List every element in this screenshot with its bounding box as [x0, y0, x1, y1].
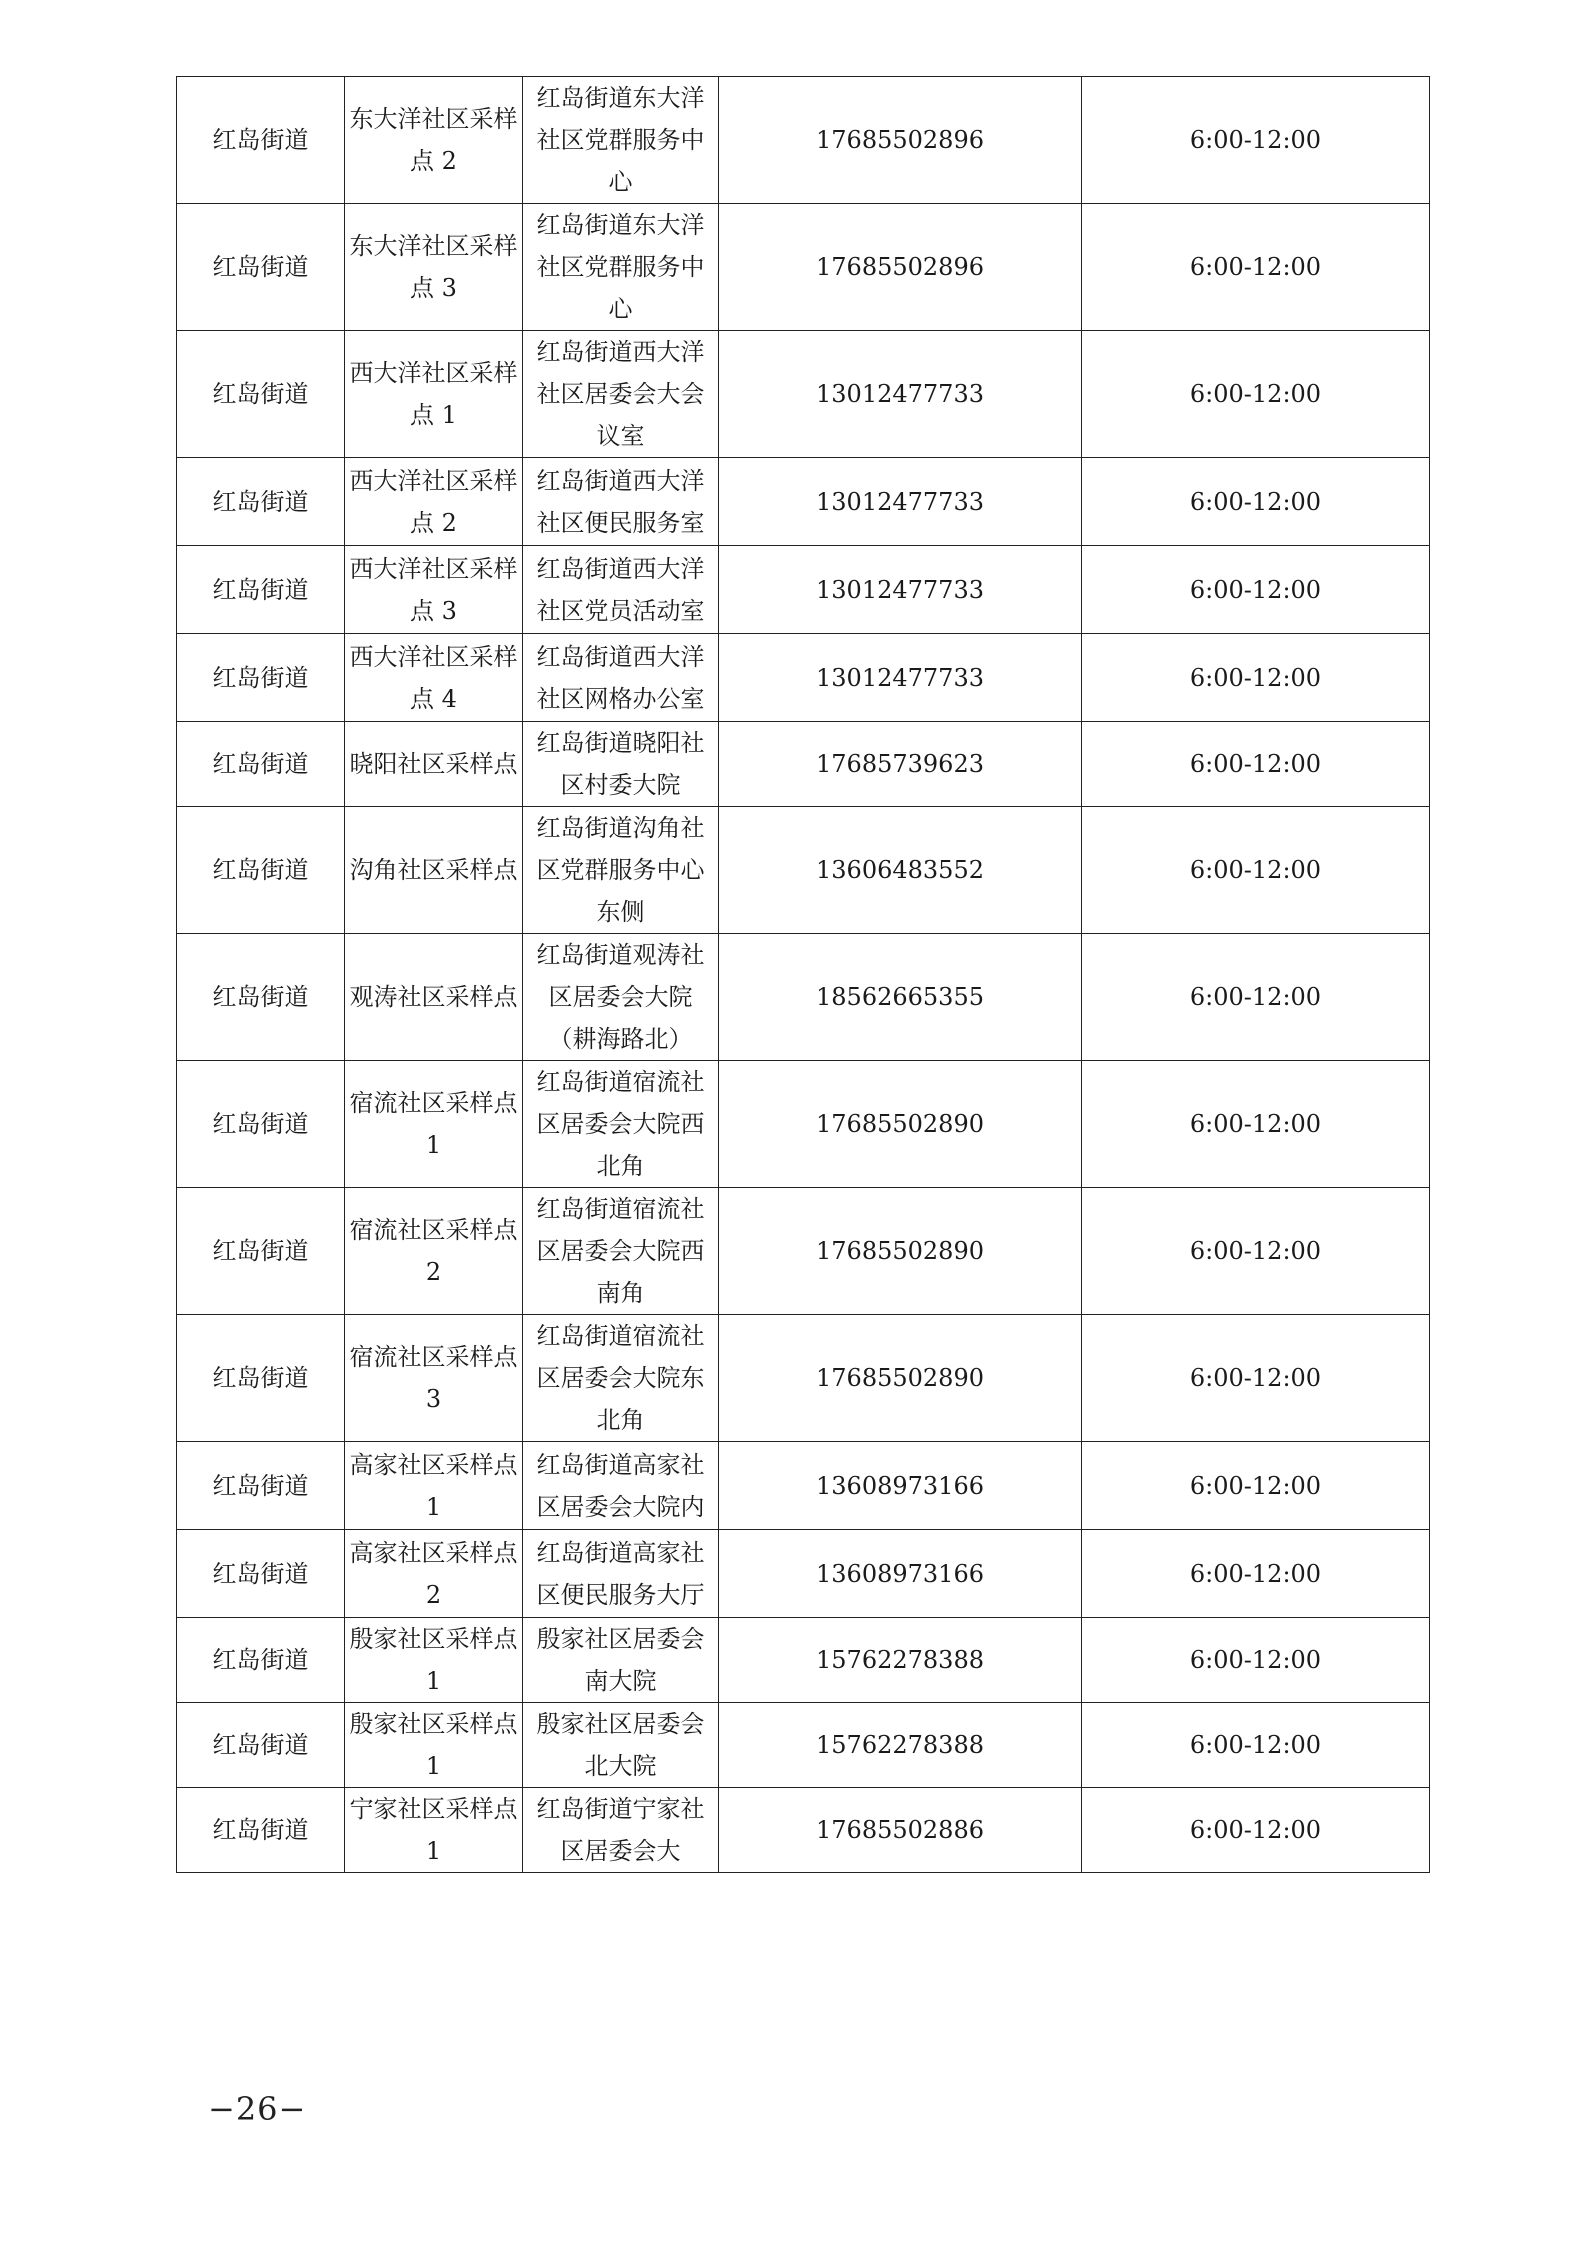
phone-cell: 13606483552: [719, 807, 1082, 934]
hours-cell: 6:00-12:00: [1082, 634, 1430, 722]
location-cell: 殷家社区居委会北大院: [523, 1703, 719, 1788]
table-row: [177, 204, 1430, 331]
street-cell: 红岛街道: [177, 1788, 345, 1873]
phone-cell: 13608973166: [719, 1442, 1082, 1530]
location-cell: 殷家社区居委会南大院: [523, 1618, 719, 1703]
site-name-cell: 高家社区采样点 2: [345, 1530, 523, 1618]
street-cell: 红岛街道: [177, 204, 345, 331]
site-name-cell: 西大洋社区采样点 2: [345, 458, 523, 546]
phone-cell: 13012477733: [719, 546, 1082, 634]
phone-cell: 17685739623: [719, 722, 1082, 807]
location-cell: 红岛街道宿流社区居委会大院西北角: [523, 1061, 719, 1188]
street-cell: 红岛街道: [177, 1315, 345, 1442]
site-name-cell: 宁家社区采样点 1: [345, 1788, 523, 1873]
hours-cell: 6:00-12:00: [1082, 722, 1430, 807]
site-name-cell: 沟角社区采样点: [345, 807, 523, 934]
location-cell: 红岛街道晓阳社区村委大院: [523, 722, 719, 807]
phone-cell: 18562665355: [719, 934, 1082, 1061]
location-cell: 红岛街道东大洋社区党群服务中心: [523, 204, 719, 331]
street-cell: 红岛街道: [177, 331, 345, 458]
table-body: [177, 77, 1430, 1873]
hours-cell: 6:00-12:00: [1082, 1188, 1430, 1315]
site-name-cell: 高家社区采样点 1: [345, 1442, 523, 1530]
hours-cell: 6:00-12:00: [1082, 807, 1430, 934]
hours-cell: 6:00-12:00: [1082, 1315, 1430, 1442]
table-row: [177, 458, 1430, 546]
street-cell: 红岛街道: [177, 1188, 345, 1315]
site-name-cell: 殷家社区采样点 1: [345, 1703, 523, 1788]
phone-cell: 17685502896: [719, 204, 1082, 331]
location-cell: 红岛街道宿流社区居委会大院西南角: [523, 1188, 719, 1315]
table-row: [177, 934, 1430, 1061]
phone-cell: 17685502890: [719, 1315, 1082, 1442]
table-row: [177, 1061, 1430, 1188]
hours-cell: 6:00-12:00: [1082, 1061, 1430, 1188]
table-row: [177, 546, 1430, 634]
street-cell: 红岛街道: [177, 1618, 345, 1703]
phone-cell: 17685502890: [719, 1188, 1082, 1315]
phone-cell: 17685502896: [719, 77, 1082, 204]
phone-cell: 13012477733: [719, 634, 1082, 722]
hours-cell: 6:00-12:00: [1082, 1618, 1430, 1703]
hours-cell: 6:00-12:00: [1082, 1703, 1430, 1788]
site-name-cell: 宿流社区采样点 1: [345, 1061, 523, 1188]
table-row: [177, 634, 1430, 722]
street-cell: 红岛街道: [177, 1703, 345, 1788]
location-cell: 红岛街道西大洋社区便民服务室: [523, 458, 719, 546]
phone-cell: 15762278388: [719, 1703, 1082, 1788]
site-name-cell: 晓阳社区采样点: [345, 722, 523, 807]
location-cell: 红岛街道西大洋社区党员活动室: [523, 546, 719, 634]
hours-cell: 6:00-12:00: [1082, 1788, 1430, 1873]
location-cell: 红岛街道沟角社区党群服务中心东侧: [523, 807, 719, 934]
site-name-cell: 殷家社区采样点 1: [345, 1618, 523, 1703]
table-row: [177, 722, 1430, 807]
sampling-sites-table: [176, 76, 1430, 1873]
phone-cell: 17685502890: [719, 1061, 1082, 1188]
site-name-cell: 东大洋社区采样点 3: [345, 204, 523, 331]
hours-cell: 6:00-12:00: [1082, 458, 1430, 546]
hours-cell: 6:00-12:00: [1082, 1442, 1430, 1530]
table-row: [177, 1788, 1430, 1873]
location-cell: 红岛街道观涛社区居委会大院（耕海路北）: [523, 934, 719, 1061]
street-cell: 红岛街道: [177, 546, 345, 634]
table-row: [177, 1530, 1430, 1618]
street-cell: 红岛街道: [177, 1530, 345, 1618]
location-cell: 红岛街道东大洋社区党群服务中心: [523, 77, 719, 204]
street-cell: 红岛街道: [177, 634, 345, 722]
table-row: [177, 331, 1430, 458]
table-row: [177, 77, 1430, 204]
hours-cell: 6:00-12:00: [1082, 331, 1430, 458]
street-cell: 红岛街道: [177, 934, 345, 1061]
street-cell: 红岛街道: [177, 807, 345, 934]
table-row: [177, 1315, 1430, 1442]
street-cell: 红岛街道: [177, 1442, 345, 1530]
street-cell: 红岛街道: [177, 77, 345, 204]
street-cell: 红岛街道: [177, 722, 345, 807]
hours-cell: 6:00-12:00: [1082, 1530, 1430, 1618]
location-cell: 红岛街道西大洋社区居委会大会议室: [523, 331, 719, 458]
site-name-cell: 宿流社区采样点 2: [345, 1188, 523, 1315]
phone-cell: 13012477733: [719, 458, 1082, 546]
table-row: [177, 1618, 1430, 1703]
site-name-cell: 观涛社区采样点: [345, 934, 523, 1061]
hours-cell: 6:00-12:00: [1082, 546, 1430, 634]
location-cell: 红岛街道宁家社区居委会大: [523, 1788, 719, 1873]
table-row: [177, 1442, 1430, 1530]
location-cell: 红岛街道宿流社区居委会大院东北角: [523, 1315, 719, 1442]
hours-cell: 6:00-12:00: [1082, 77, 1430, 204]
table-row: [177, 807, 1430, 934]
street-cell: 红岛街道: [177, 458, 345, 546]
site-name-cell: 西大洋社区采样点 1: [345, 331, 523, 458]
site-name-cell: 西大洋社区采样点 4: [345, 634, 523, 722]
page-number: −26−: [208, 2090, 307, 2128]
site-name-cell: 宿流社区采样点 3: [345, 1315, 523, 1442]
location-cell: 红岛街道西大洋社区网格办公室: [523, 634, 719, 722]
phone-cell: 15762278388: [719, 1618, 1082, 1703]
phone-cell: 17685502886: [719, 1788, 1082, 1873]
table-row: [177, 1703, 1430, 1788]
location-cell: 红岛街道高家社区居委会大院内: [523, 1442, 719, 1530]
site-name-cell: 东大洋社区采样点 2: [345, 77, 523, 204]
location-cell: 红岛街道高家社区便民服务大厅: [523, 1530, 719, 1618]
table-row: [177, 1188, 1430, 1315]
hours-cell: 6:00-12:00: [1082, 204, 1430, 331]
hours-cell: 6:00-12:00: [1082, 934, 1430, 1061]
phone-cell: 13012477733: [719, 331, 1082, 458]
phone-cell: 13608973166: [719, 1530, 1082, 1618]
street-cell: 红岛街道: [177, 1061, 345, 1188]
site-name-cell: 西大洋社区采样点 3: [345, 546, 523, 634]
